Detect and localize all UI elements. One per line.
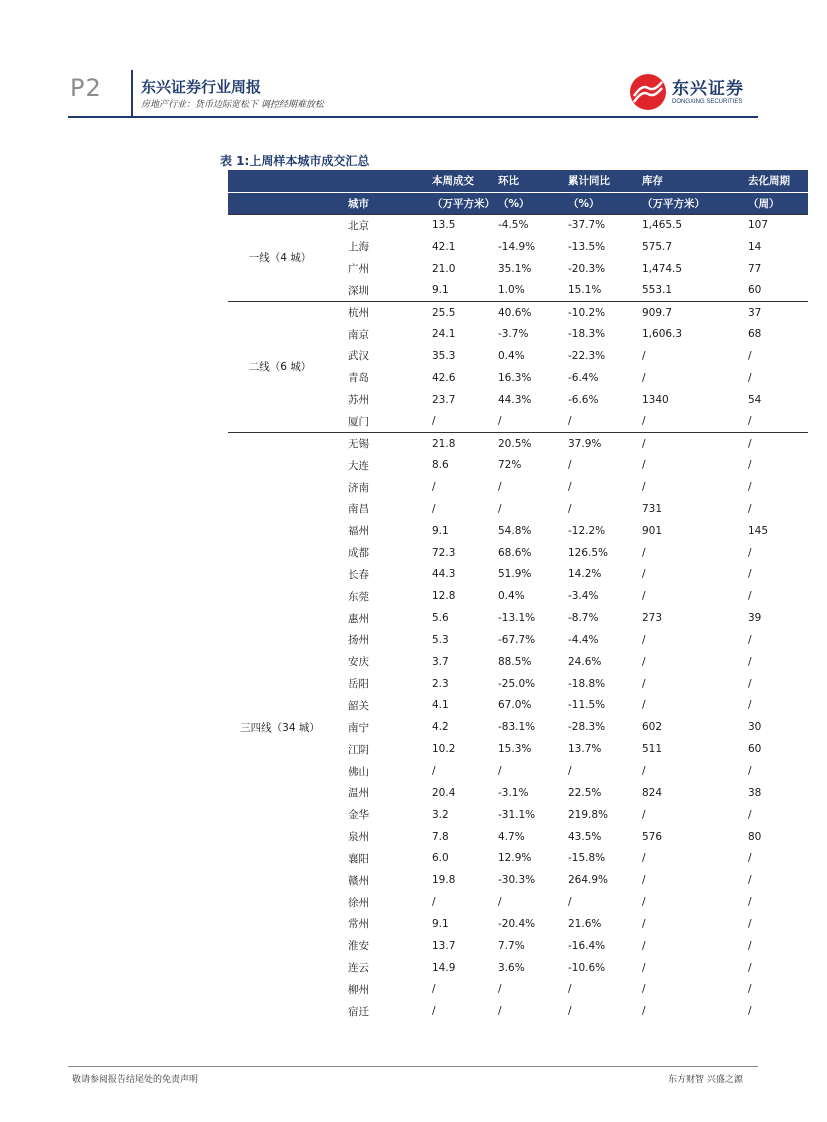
cell-city: 徐州 — [348, 896, 369, 909]
cell-inventory: / — [642, 546, 646, 559]
cell-inventory: / — [642, 852, 646, 865]
cell-inventory: 909.7 — [632, 301, 732, 323]
cell-ytd-yoy: -18.8% — [568, 677, 606, 690]
page-header — [0, 0, 827, 120]
cell-destock-cycle: 14 — [748, 240, 762, 253]
cell-weekly-volume: 14.9 — [432, 961, 456, 974]
header-cell — [228, 170, 332, 192]
cell-inventory: 575.7 — [642, 240, 673, 253]
cell-mom: / — [498, 765, 502, 778]
cell-weekly-volume: / — [432, 481, 436, 494]
disclaimer-note: 敬请参阅报告结尾处的免责声明 — [72, 1075, 199, 1085]
cell-mom: 44.3% — [498, 393, 532, 406]
cell-destock-cycle: / — [748, 808, 752, 821]
cell-ytd-yoy: -4.4% — [568, 633, 599, 646]
cell-weekly-volume: 5.3 — [432, 633, 449, 646]
cell-destock-cycle: / — [748, 459, 752, 472]
cell-weekly-volume: 2.3 — [432, 677, 449, 690]
cell-weekly-volume: 23.7 — [432, 393, 456, 406]
cell-ytd-yoy: -15.8% — [568, 852, 606, 865]
cell-city: 佛山 — [348, 765, 369, 778]
cell-inventory: / — [642, 590, 646, 603]
cell-weekly-volume: / — [432, 502, 436, 515]
logo-text-cn: 东兴证券 — [672, 79, 744, 99]
cell-city: 杭州 — [332, 301, 408, 323]
cell-weekly-volume: 10.2 — [432, 743, 456, 756]
cell-city: 济南 — [348, 481, 369, 494]
cell-inventory: / — [642, 481, 646, 494]
cell-destock-cycle: 145 — [748, 524, 769, 537]
cell-mom: 72% — [498, 459, 522, 472]
cell-mom: -83.1% — [498, 721, 536, 734]
city-transactions-table — [228, 170, 808, 1022]
cell-inventory: / — [642, 633, 646, 646]
cell-destock-cycle: / — [748, 983, 752, 996]
cell-ytd-yoy: -10.6% — [568, 961, 606, 974]
cell-ytd-yoy: 24.6% — [568, 655, 602, 668]
header-cell-weekly-volume: 本周成交 — [408, 170, 490, 192]
cell-weekly-volume: 42.1 — [432, 240, 456, 253]
cell-ytd-yoy: / — [568, 415, 572, 428]
cell-weekly-volume: 42.6 — [432, 371, 456, 384]
cell-mom: 51.9% — [498, 568, 532, 581]
cell-city: 南昌 — [348, 503, 369, 516]
cell-inventory: 824 — [642, 786, 663, 799]
company-slogan: 东方财智 兴盛之源 — [668, 1075, 743, 1085]
cell-destock-cycle: / — [748, 546, 752, 559]
header-cell-unit: （万平方米） — [408, 192, 490, 214]
cell-city: 武汉 — [348, 350, 369, 363]
cell-destock-cycle: / — [748, 568, 752, 581]
table-row — [228, 301, 808, 323]
cell-city: 惠州 — [348, 612, 369, 625]
cell-weekly-volume: / — [432, 896, 436, 909]
cell-city: 东莞 — [348, 590, 369, 603]
cell-destock-cycle: 107 — [732, 214, 808, 236]
cell-weekly-volume: 44.3 — [432, 568, 456, 581]
cell-destock-cycle: / — [748, 677, 752, 690]
cell-weekly-volume: 25.5 — [408, 301, 490, 323]
cell-mom: 40.6% — [490, 301, 560, 323]
cell-destock-cycle: / — [748, 917, 752, 930]
cell-destock-cycle: / — [748, 699, 752, 712]
table-header-row-2 — [228, 192, 808, 214]
header-cell — [228, 192, 332, 214]
cell-city: 无锡 — [332, 432, 408, 454]
cell-inventory: / — [642, 349, 646, 362]
company-logo — [628, 72, 758, 114]
header-cell-unit: （万平方米） — [632, 192, 732, 214]
table-body — [228, 214, 808, 1022]
cell-city: 扬州 — [348, 634, 369, 647]
cell-weekly-volume: 19.8 — [432, 874, 456, 887]
group-label: 二线（6 城） — [228, 301, 332, 432]
cell-city: 淮安 — [348, 940, 369, 953]
cell-weekly-volume: 8.6 — [432, 459, 449, 472]
footer-rule — [68, 1066, 758, 1067]
header-cell-ytd-yoy: 累计同比 — [560, 170, 632, 192]
cell-mom: -13.1% — [498, 612, 536, 625]
cell-mom: 0.4% — [498, 590, 525, 603]
cell-inventory: / — [642, 983, 646, 996]
cell-weekly-volume: 4.2 — [432, 721, 449, 734]
cell-mom: -14.9% — [498, 240, 536, 253]
cell-weekly-volume: 3.7 — [432, 655, 449, 668]
logo-mark-icon — [628, 72, 668, 112]
cell-ytd-yoy: 14.2% — [568, 568, 602, 581]
table-row — [228, 432, 808, 454]
group-label: 一线（4 城） — [228, 214, 332, 301]
cell-city: 宿迁 — [348, 1005, 369, 1018]
header-cell-unit: （%） — [490, 192, 560, 214]
cell-city: 成都 — [348, 547, 369, 560]
header-cell-unit: （周） — [732, 192, 808, 214]
header-divider — [131, 70, 133, 116]
cell-ytd-yoy: 37.9% — [560, 432, 632, 454]
cell-city: 南宁 — [348, 721, 369, 734]
cell-weekly-volume: 9.1 — [432, 524, 449, 537]
cell-destock-cycle: / — [748, 590, 752, 603]
cell-weekly-volume: / — [432, 765, 436, 778]
cell-mom: 4.7% — [498, 830, 525, 843]
cell-ytd-yoy: 15.1% — [568, 284, 602, 297]
cell-ytd-yoy: -11.5% — [568, 699, 606, 712]
cell-ytd-yoy: -28.3% — [568, 721, 606, 734]
cell-mom: -31.1% — [498, 808, 536, 821]
cell-inventory: 602 — [642, 721, 663, 734]
cell-inventory: / — [642, 677, 646, 690]
cell-inventory: / — [642, 655, 646, 668]
cell-weekly-volume: 9.1 — [432, 917, 449, 930]
cell-weekly-volume: / — [432, 415, 436, 428]
cell-ytd-yoy: 13.7% — [568, 743, 602, 756]
cell-destock-cycle: / — [748, 1005, 752, 1018]
cell-destock-cycle: 54 — [748, 393, 762, 406]
cell-city: 大连 — [348, 459, 369, 472]
cell-ytd-yoy: -10.2% — [560, 301, 632, 323]
cell-city: 北京 — [332, 214, 408, 236]
cell-city: 广州 — [348, 263, 369, 276]
cell-city: 柳州 — [348, 983, 369, 996]
cell-mom: -3.1% — [498, 786, 529, 799]
cell-weekly-volume: / — [432, 1005, 436, 1018]
cell-inventory: 1,465.5 — [632, 214, 732, 236]
cell-mom: -3.7% — [498, 328, 529, 341]
cell-mom: 35.1% — [498, 262, 532, 275]
cell-inventory: / — [642, 939, 646, 952]
cell-destock-cycle: / — [748, 874, 752, 887]
group-label: 三四线（34 城） — [228, 432, 332, 1022]
cell-destock-cycle: 39 — [748, 612, 762, 625]
table-caption: 表 1:上周样本城市成交汇总 — [220, 154, 370, 168]
cell-ytd-yoy: -6.4% — [568, 371, 599, 384]
cell-ytd-yoy: 22.5% — [568, 786, 602, 799]
cell-inventory: / — [642, 568, 646, 581]
cell-ytd-yoy: 21.6% — [568, 917, 602, 930]
cell-mom: / — [498, 896, 502, 909]
header-cell-mom: 环比 — [490, 170, 560, 192]
cell-ytd-yoy: 43.5% — [568, 830, 602, 843]
cell-inventory: / — [642, 917, 646, 930]
cell-mom: -30.3% — [498, 874, 536, 887]
cell-weekly-volume: 3.2 — [432, 808, 449, 821]
cell-inventory: / — [642, 371, 646, 384]
table-header-row-1 — [228, 170, 808, 192]
cell-weekly-volume: 4.1 — [432, 699, 449, 712]
cell-weekly-volume: 7.8 — [432, 830, 449, 843]
cell-city: 南京 — [348, 328, 369, 341]
cell-ytd-yoy: / — [568, 765, 572, 778]
cell-inventory: 511 — [642, 743, 663, 756]
cell-ytd-yoy: / — [568, 1005, 572, 1018]
report-subtitle: 房地产行业：货币边际宽松下 调控经期难放松 — [141, 100, 324, 110]
cell-mom: -67.7% — [498, 633, 536, 646]
cell-city: 长春 — [348, 568, 369, 581]
cell-ytd-yoy: / — [568, 983, 572, 996]
cell-destock-cycle: / — [748, 502, 752, 515]
cell-inventory: 1340 — [642, 393, 669, 406]
cell-mom: 15.3% — [498, 743, 532, 756]
cell-weekly-volume: 20.4 — [432, 786, 456, 799]
cell-destock-cycle: 30 — [748, 721, 762, 734]
cell-mom: / — [498, 415, 502, 428]
cell-ytd-yoy: -3.4% — [568, 590, 599, 603]
cell-inventory: / — [642, 808, 646, 821]
cell-inventory: / — [642, 896, 646, 909]
cell-mom: 54.8% — [498, 524, 532, 537]
cell-destock-cycle: 80 — [748, 830, 762, 843]
cell-destock-cycle: / — [748, 415, 752, 428]
cell-destock-cycle: / — [748, 939, 752, 952]
cell-weekly-volume: 6.0 — [432, 852, 449, 865]
cell-ytd-yoy: -13.5% — [568, 240, 606, 253]
cell-inventory: / — [642, 765, 646, 778]
cell-destock-cycle: 60 — [748, 284, 762, 297]
cell-destock-cycle: 77 — [748, 262, 762, 275]
logo-text-en: DONGXING SECURITIES — [672, 99, 743, 105]
cell-weekly-volume: 24.1 — [432, 328, 456, 341]
cell-ytd-yoy: -22.3% — [568, 349, 606, 362]
cell-inventory: / — [642, 1005, 646, 1018]
report-title: 东兴证券行业周报 — [141, 78, 262, 96]
cell-city: 温州 — [348, 787, 369, 800]
cell-city: 连云 — [348, 962, 369, 975]
cell-destock-cycle: / — [748, 633, 752, 646]
cell-weekly-volume: 72.3 — [432, 546, 456, 559]
cell-city: 金华 — [348, 809, 369, 822]
cell-destock-cycle: 60 — [748, 743, 762, 756]
table-row — [228, 214, 808, 236]
cell-weekly-volume: 35.3 — [432, 349, 456, 362]
cell-inventory: / — [642, 699, 646, 712]
cell-destock-cycle: / — [748, 852, 752, 865]
cell-inventory: 553.1 — [642, 284, 673, 297]
cell-city: 福州 — [348, 525, 369, 538]
cell-mom: / — [498, 502, 502, 515]
cell-city: 江阴 — [348, 743, 369, 756]
cell-city: 安庆 — [348, 656, 369, 669]
cell-ytd-yoy: 219.8% — [568, 808, 609, 821]
cell-ytd-yoy: / — [568, 481, 572, 494]
cell-mom: 68.6% — [498, 546, 532, 559]
cell-ytd-yoy: -18.3% — [568, 328, 606, 341]
cell-mom: 88.5% — [498, 655, 532, 668]
cell-mom: 1.0% — [498, 284, 525, 297]
cell-city: 深圳 — [348, 284, 369, 297]
cell-inventory: 1,474.5 — [642, 262, 683, 275]
cell-weekly-volume: / — [432, 983, 436, 996]
cell-mom: 16.3% — [498, 371, 532, 384]
cell-city: 上海 — [348, 241, 369, 254]
cell-mom: 3.6% — [498, 961, 525, 974]
cell-weekly-volume: 9.1 — [432, 284, 449, 297]
cell-mom: -25.0% — [498, 677, 536, 690]
cell-ytd-yoy: 264.9% — [568, 874, 609, 887]
cell-inventory: / — [642, 415, 646, 428]
cell-city: 泉州 — [348, 831, 369, 844]
cell-city: 赣州 — [348, 874, 369, 887]
cell-destock-cycle: / — [748, 481, 752, 494]
cell-ytd-yoy: / — [568, 502, 572, 515]
cell-destock-cycle: / — [748, 371, 752, 384]
cell-city: 青岛 — [348, 372, 369, 385]
cell-destock-cycle: 68 — [748, 328, 762, 341]
cell-mom: 67.0% — [498, 699, 532, 712]
cell-ytd-yoy: -6.6% — [568, 393, 599, 406]
cell-ytd-yoy: -16.4% — [568, 939, 606, 952]
cell-inventory: / — [632, 432, 732, 454]
cell-inventory: 901 — [642, 524, 663, 537]
cell-ytd-yoy: -37.7% — [560, 214, 632, 236]
page-number: P2 — [70, 74, 102, 102]
cell-ytd-yoy: -8.7% — [568, 612, 599, 625]
cell-inventory: / — [642, 961, 646, 974]
cell-destock-cycle: 37 — [732, 301, 808, 323]
cell-inventory: 1,606.3 — [642, 328, 683, 341]
cell-destock-cycle: / — [748, 655, 752, 668]
cell-mom: / — [498, 983, 502, 996]
cell-weekly-volume: 13.7 — [432, 939, 456, 952]
cell-inventory: / — [642, 874, 646, 887]
header-cell-city: 城市 — [332, 192, 408, 214]
cell-ytd-yoy: 126.5% — [568, 546, 609, 559]
cell-city: 襄阳 — [348, 852, 369, 865]
cell-mom: 20.5% — [490, 432, 560, 454]
cell-ytd-yoy: -12.2% — [568, 524, 606, 537]
cell-city: 岳阳 — [348, 678, 369, 691]
cell-mom: / — [498, 1005, 502, 1018]
cell-destock-cycle: / — [748, 896, 752, 909]
cell-city: 韶关 — [348, 699, 369, 712]
cell-weekly-volume: 21.0 — [432, 262, 456, 275]
cell-weekly-volume: 21.8 — [408, 432, 490, 454]
cell-destock-cycle: / — [748, 765, 752, 778]
cell-weekly-volume: 12.8 — [432, 590, 456, 603]
header-cell-inventory: 库存 — [632, 170, 732, 192]
cell-weekly-volume: 13.5 — [408, 214, 490, 236]
cell-destock-cycle: / — [732, 432, 808, 454]
header-cell-destock-cycle: 去化周期 — [732, 170, 808, 192]
cell-inventory: 731 — [642, 502, 663, 515]
cell-mom: 7.7% — [498, 939, 525, 952]
cell-mom: -4.5% — [490, 214, 560, 236]
cell-inventory: 273 — [642, 612, 663, 625]
cell-mom: / — [498, 481, 502, 494]
cell-weekly-volume: 5.6 — [432, 612, 449, 625]
header-cell — [332, 170, 408, 192]
cell-inventory: 576 — [642, 830, 663, 843]
cell-mom: 12.9% — [498, 852, 532, 865]
cell-destock-cycle: / — [748, 349, 752, 362]
header-cell-unit: （%） — [560, 192, 632, 214]
cell-inventory: / — [642, 459, 646, 472]
cell-ytd-yoy: / — [568, 896, 572, 909]
cell-destock-cycle: / — [748, 961, 752, 974]
cell-destock-cycle: 38 — [748, 786, 762, 799]
cell-mom: 0.4% — [498, 349, 525, 362]
header-rule — [68, 116, 758, 118]
cell-ytd-yoy: / — [568, 459, 572, 472]
cell-city: 厦门 — [348, 415, 369, 428]
cell-ytd-yoy: -20.3% — [568, 262, 606, 275]
cell-city: 常州 — [348, 918, 369, 931]
cell-city: 苏州 — [348, 394, 369, 407]
cell-mom: -20.4% — [498, 917, 536, 930]
